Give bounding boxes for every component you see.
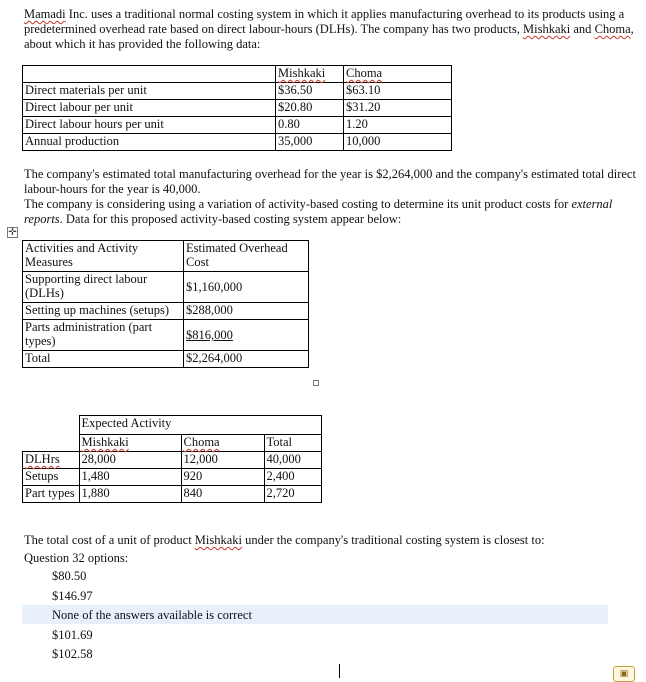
row-label: [23, 452, 80, 469]
cell-value: 1,880: [79, 486, 181, 503]
table-header: [181, 435, 264, 452]
table-row: [23, 83, 452, 100]
overhead-paragraph: [24, 167, 636, 227]
row-label: Setting up machines (setups): [23, 303, 184, 320]
table-title: Expected Activity: [79, 416, 321, 435]
row-label: Annual production: [23, 134, 276, 151]
table-row: [23, 134, 452, 151]
table-row: [23, 303, 309, 320]
table-row: [23, 469, 322, 486]
cell-value: $288,000: [184, 303, 309, 320]
cell-value: 35,000: [276, 134, 344, 151]
text-cursor: [339, 664, 340, 678]
cell-value: $816,000: [186, 328, 233, 342]
table-resize-handle[interactable]: [313, 380, 319, 386]
header-text: Mishkaki: [81, 435, 129, 449]
overhead-text: The company's estimated total manufacturing overhead for the year is $2,264,000 and the company's estimated total direct labour-hours for the year is 40,000.: [24, 167, 636, 196]
table-row: [23, 452, 322, 469]
table-header: [79, 435, 181, 452]
table-header: Estimated Overhead Cost: [184, 241, 309, 272]
header-text: Choma: [346, 66, 383, 80]
product-name-1: Mishkaki: [523, 22, 571, 36]
cell-value: 2,720: [264, 486, 321, 503]
cell-value: $36.50: [276, 83, 344, 100]
table-move-handle-icon[interactable]: ✛: [8, 227, 17, 238]
cell-value: 840: [181, 486, 264, 503]
row-label: Supporting direct labour (DLHs): [23, 272, 184, 303]
cell-value: 1.20: [344, 117, 452, 134]
cell-value: 920: [181, 469, 264, 486]
header-text: Mishkaki: [278, 66, 326, 80]
abc-text: [24, 197, 636, 227]
cell-value: 0.80: [276, 117, 344, 134]
question-product: Mishkaki: [194, 533, 243, 547]
cell-value: $63.10: [344, 83, 452, 100]
row-label-text: DLHrs: [25, 452, 60, 466]
table-header: [276, 66, 344, 83]
cell-value: 10,000: [344, 134, 452, 151]
product-data-table: [22, 65, 452, 151]
abc-text-emphasis: external reports: [24, 197, 613, 226]
activity-cost-table: [22, 240, 309, 368]
company-name: Mamadi: [24, 7, 66, 21]
table-header: Total: [264, 435, 321, 452]
row-label: Setups: [23, 469, 80, 486]
title-blank: [23, 416, 80, 435]
row-label: Direct materials per unit: [23, 83, 276, 100]
row-label: Direct labour per unit: [23, 100, 276, 117]
row-label: Direct labour hours per unit: [23, 117, 276, 134]
cell-value: $2,264,000: [184, 351, 309, 368]
cell-value: 28,000: [79, 452, 181, 469]
product-name-2: Choma: [594, 22, 631, 36]
answer-option[interactable]: $101.69: [52, 628, 93, 642]
cell-value: 40,000: [264, 452, 321, 469]
answer-option[interactable]: $146.97: [52, 589, 93, 603]
answer-option[interactable]: $80.50: [52, 569, 87, 583]
abc-text-a: The company is considering using a variation of activity-based costing to determine its unit product costs for: [24, 197, 572, 211]
table-title-row: [23, 416, 322, 435]
table-row: [23, 320, 309, 351]
header-blank: [23, 66, 276, 83]
answer-option-selected[interactable]: None of the answers available is correct: [52, 608, 252, 622]
table-header: Activities and Activity Measures: [23, 241, 184, 272]
table-header: [344, 66, 452, 83]
table-header-row: [23, 241, 309, 272]
header-blank: [23, 435, 80, 452]
row-label: Parts administration (part types): [23, 320, 184, 351]
header-text: Choma: [183, 435, 220, 449]
options-label: Question 32 options:: [24, 551, 129, 565]
table-row: [23, 351, 309, 368]
question-text-a: The total cost of a unit of product: [24, 533, 195, 547]
paste-options-icon[interactable]: ▣: [613, 666, 635, 682]
cell-value: 2,400: [264, 469, 321, 486]
question-text: [24, 533, 636, 548]
intro-paragraph: [24, 7, 636, 52]
row-label: Part types: [23, 486, 80, 503]
cell-value: 12,000: [181, 452, 264, 469]
cell-value: $1,160,000: [184, 272, 309, 303]
abc-text-b: . Data for this proposed activity-based costing system appear below:: [59, 212, 402, 226]
intro-and: and: [570, 22, 595, 36]
question-text-b: under the company's traditional costing system is closest to:: [242, 533, 545, 547]
table-header-row: [23, 66, 452, 83]
expected-activity-table: [22, 415, 322, 503]
cell-value: 1,480: [79, 469, 181, 486]
intro-text: Inc. uses a traditional normal costing system in which it applies manufacturing overhead to its products using a predetermined overhead rate based on direct labour-hours (DLHs). The company has two products,: [24, 7, 625, 36]
table-header-row: [23, 435, 322, 452]
cell-value: $31.20: [344, 100, 452, 117]
table-row: [23, 100, 452, 117]
cell-value: $20.80: [276, 100, 344, 117]
intro-tail: , about which it has provided the following data:: [24, 22, 634, 51]
table-row: [23, 117, 452, 134]
answer-option[interactable]: $102.58: [52, 647, 93, 661]
row-label: Total: [23, 351, 184, 368]
table-row: [23, 486, 322, 503]
table-row: [23, 272, 309, 303]
